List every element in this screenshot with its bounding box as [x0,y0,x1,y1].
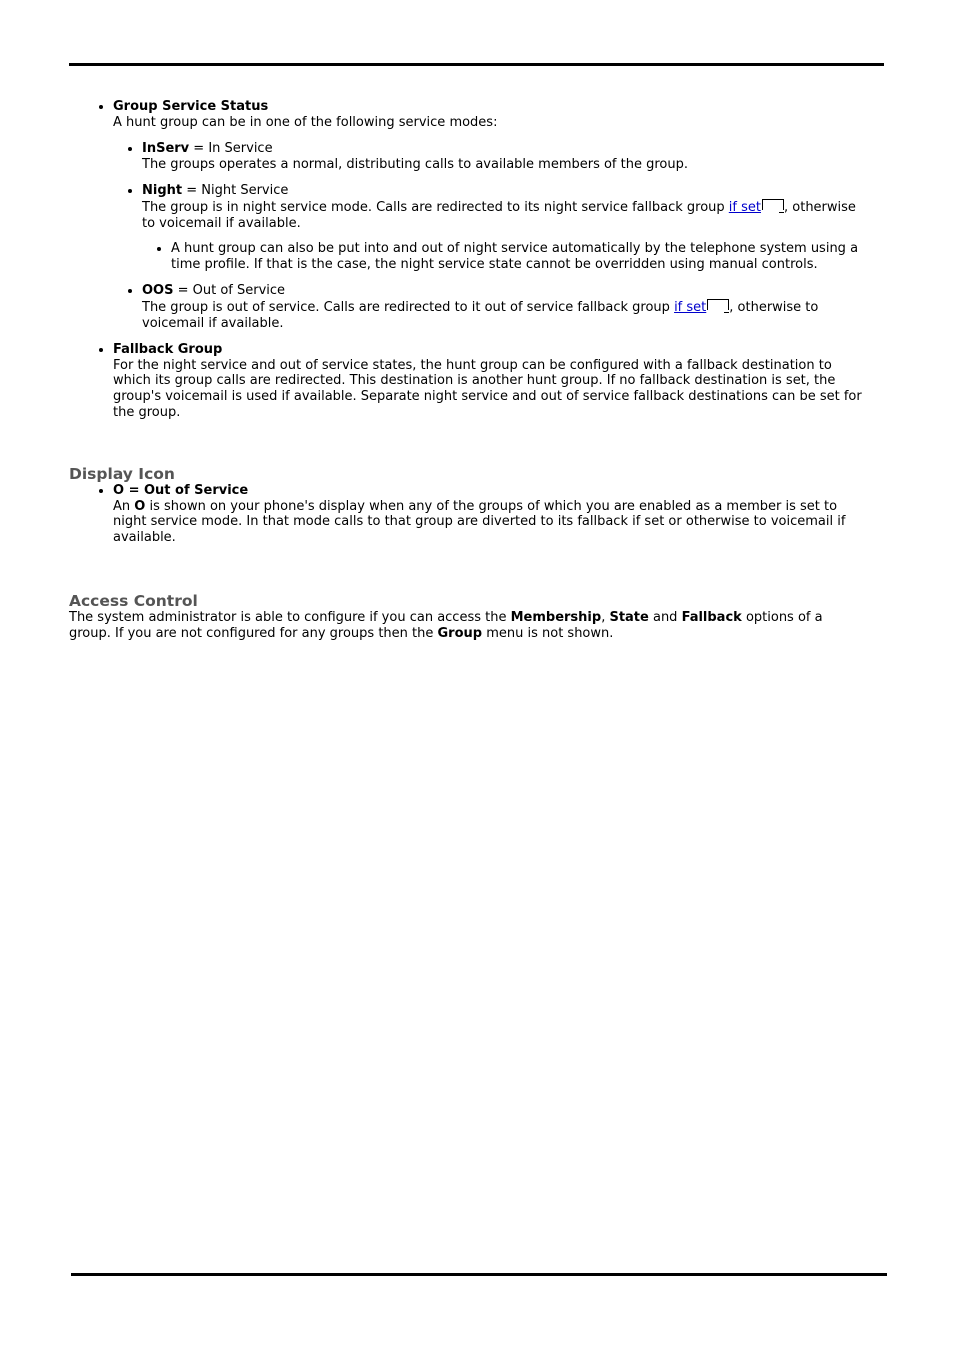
display-icon-text-rest: is shown on your phone's display when any of the groups of which you are enabled as a member is set to night service mode. In that mode calls to that group are diverted to its fallback if set or otherwise to voicemail if available. [113,498,846,545]
display-icon-section [69,465,864,545]
list-item-out-of-service [113,483,864,545]
footer-rule [71,1273,887,1276]
if-set-link[interactable]: if set [728,199,761,215]
page-content [69,99,864,642]
fallback-group-text: For the night service and out of service states, the hunt group can be configured with a fallback destination to which its group calls are redirected. This destination is another hunt group. If no fallback destination is set, the group's voicemail is used if available. Separate night service and out of service fallback destinations can be set for the group. [113,357,862,420]
page-reference-icon [707,299,729,310]
display-icon-text: An [113,498,135,514]
page-reference-icon [762,199,784,210]
fallback-term: Fallback [681,610,742,626]
display-icon-letter: O [134,498,146,514]
out-of-service-title: O = Out of Service [113,483,249,499]
group-term: Group [437,626,483,642]
display-icon-heading: Display Icon [69,465,175,484]
access-control-text [69,610,864,641]
access-control-heading: Access Control [69,592,198,611]
access-text-part: The system administrator is able to configure if you can access the [69,610,511,626]
fallback-group-title: Fallback Group [113,342,223,358]
access-control-section [69,592,864,641]
mode-code: OOS [142,283,174,299]
mode-description: The group is out of service. Calls are redirected to it out of service fallback group [142,299,675,315]
mode-description: The groups operates a normal, distributing calls to available members of the group. [142,156,688,172]
mode-description-end: , otherwise to voicemail if available. [142,299,819,331]
mode-name: = In Service [189,141,273,157]
access-text-part: , [601,610,610,626]
membership-term: Membership [510,610,602,626]
access-text-part: options of a group. If you are not configured for any groups then the [69,610,823,642]
if-set-link[interactable]: if set [674,299,707,315]
mode-description-end: , otherwise to voicemail if available. [142,199,856,231]
display-icon-list [69,483,864,545]
mode-code: Night [142,183,183,199]
state-term: State [609,610,649,626]
list-item-group-service-status [113,99,864,331]
group-service-status-intro: A hunt group can be in one of the following service modes: [113,114,498,130]
access-text-part: and [648,610,682,626]
header-rule [69,63,884,66]
group-service-status-title: Group Service Status [113,99,269,114]
feature-list [69,99,864,420]
service-modes-list [113,141,864,331]
list-item-inserv [142,141,864,172]
night-notes-list [142,241,864,272]
mode-code: InServ [142,141,190,157]
list-item-night [142,183,864,272]
mode-description: The group is in night service mode. Calls are redirected to its night service fallback group [142,199,729,215]
list-item-oos [142,283,864,331]
mode-name: = Out of Service [173,283,286,299]
mode-name: = Night Service [182,183,289,199]
access-text-part: menu is not shown. [482,626,614,642]
list-item-fallback-group [113,342,864,420]
list-item-night-note [171,241,864,272]
night-note: A hunt group can also be put into and out of night service automatically by the telephone system using a time profile. If that is the case, the night service state cannot be overridden using manual controls. [171,241,859,272]
